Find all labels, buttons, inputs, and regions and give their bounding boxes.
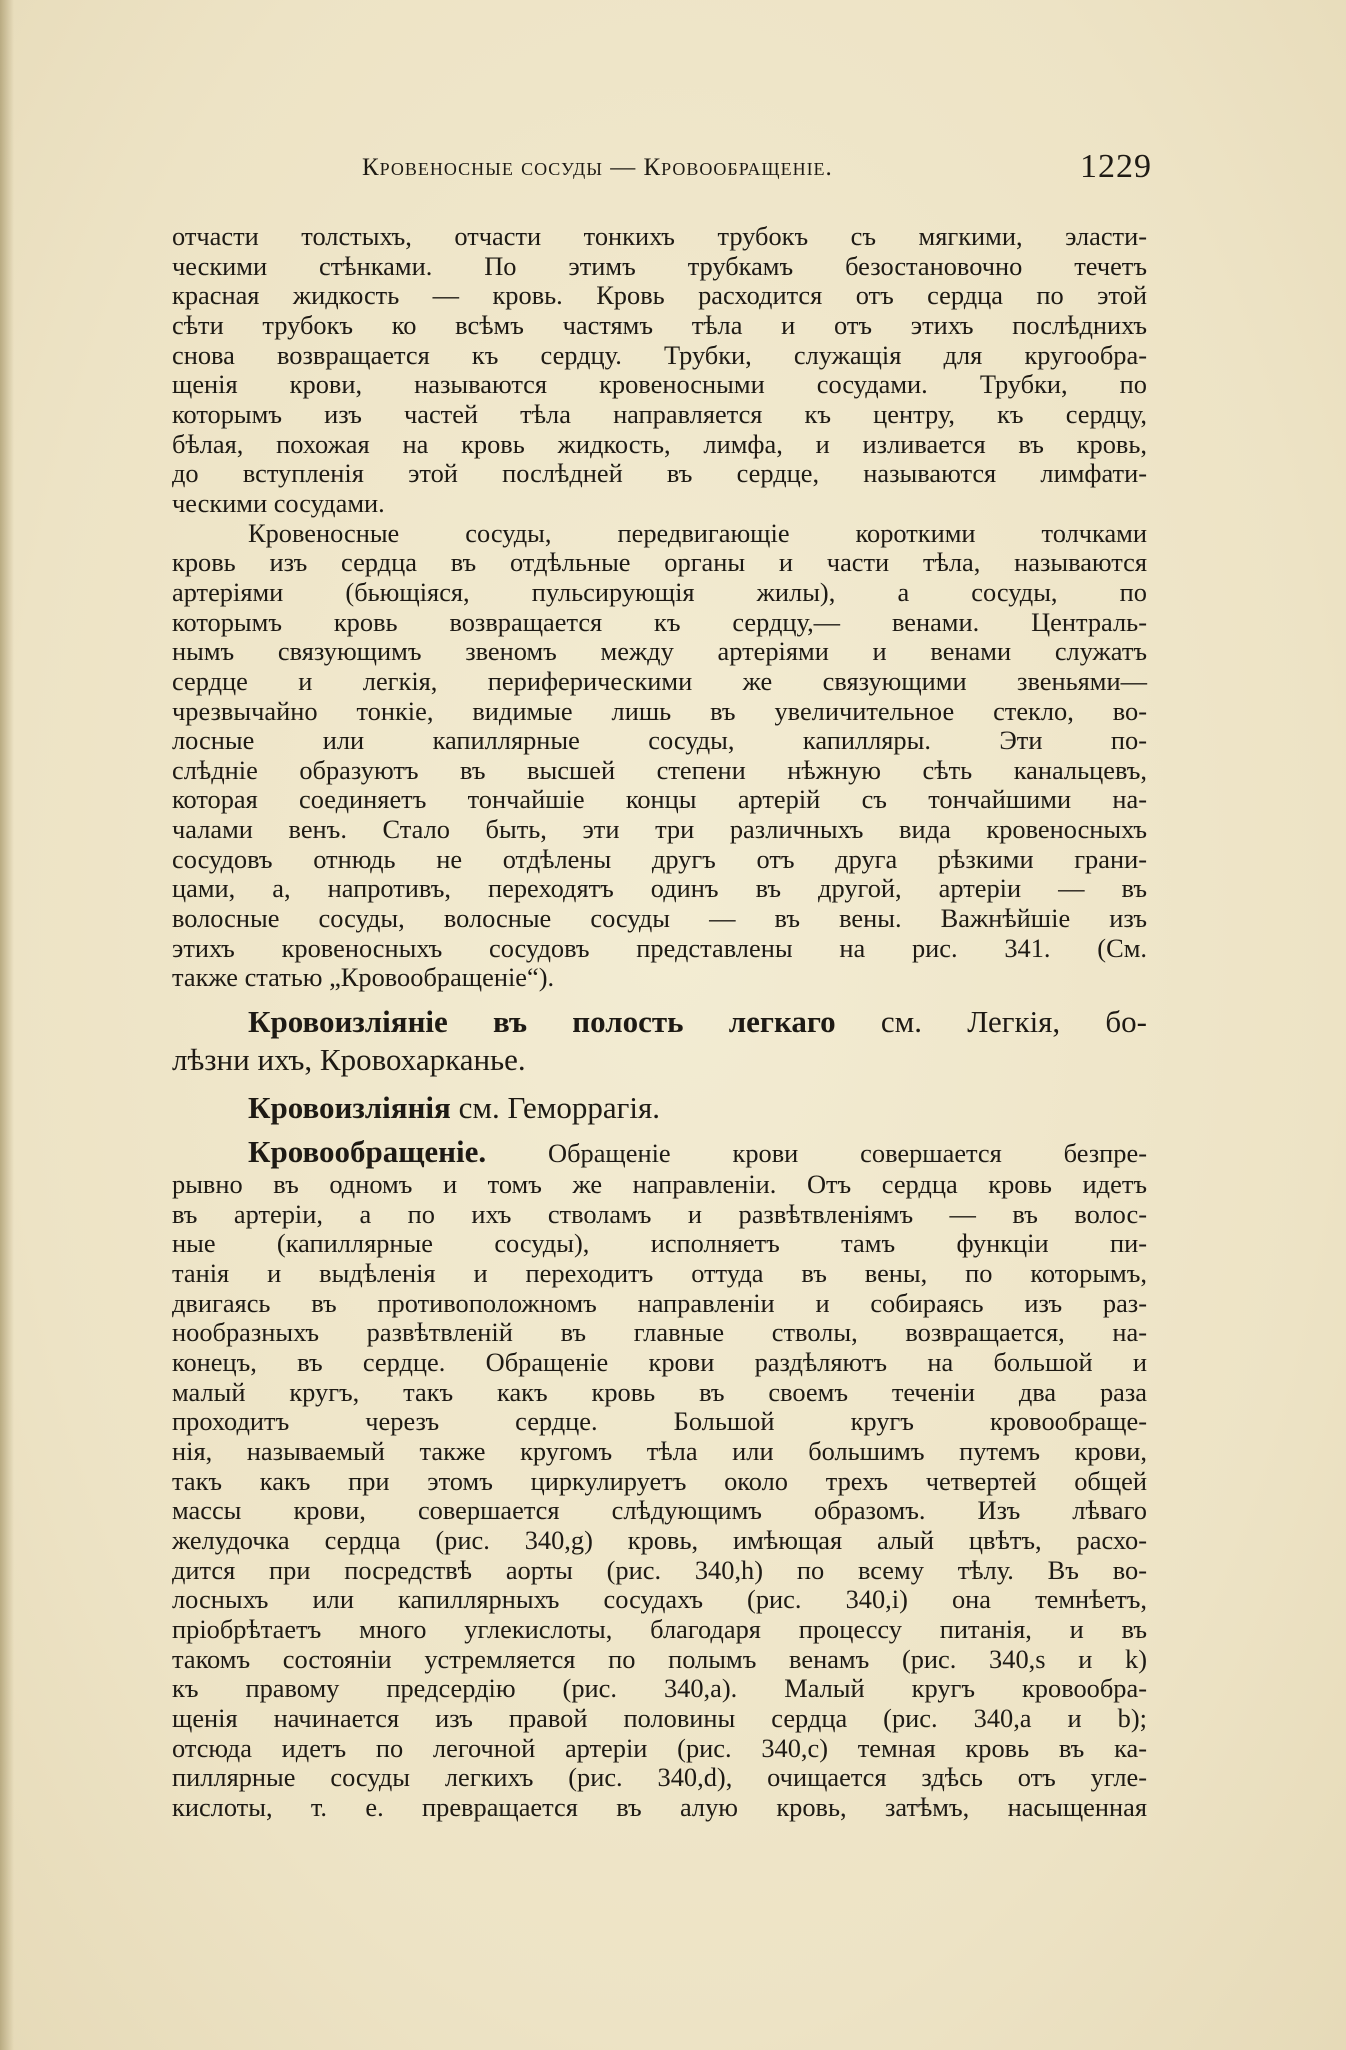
text-line: артеріями (бьющіяся, пульсирующія жилы), а сосуды, по <box>172 576 1147 607</box>
text-line: которымъ изъ частей тѣла направляется къ центру, къ сердцу, <box>172 398 1147 429</box>
entry-body <box>172 1170 1147 1822</box>
text-line: Кровеносные сосуды, передвигающіе короткими толчками <box>248 517 1147 548</box>
text-line: въ артеріи, а по ихъ стволамъ и развѣтвленіямъ — въ волос- <box>172 1198 1147 1229</box>
text-line: рывно въ одномъ и томъ же направленіи. Отъ сердца кровь идетъ <box>172 1169 1147 1200</box>
text-line: танія и выдѣленія и переходитъ оттуда въ вены, по которымъ, <box>172 1258 1147 1289</box>
paragraph-1 <box>172 222 1147 519</box>
text-line: которымъ кровь возвращается къ сердцу,— венами. Централь- <box>172 606 1147 637</box>
text-line: малый кругъ, такъ какъ кровь въ своемъ теченіи два раза <box>172 1376 1147 1407</box>
running-title: Кровеносные сосуды — Кровообращеніе. <box>362 154 833 181</box>
text-line: нообразныхъ развѣтвленій въ главные стволы, возвращается, на- <box>172 1317 1147 1348</box>
entry-krovoizliyaniya <box>172 1089 1147 1127</box>
text-line: дится при посредствѣ аорты (рис. 340,h) по всему тѣлу. Въ во- <box>172 1554 1147 1585</box>
text-line: желудочка сердца (рис. 340,g) кровь, имѣющая алый цвѣтъ, расхо- <box>172 1524 1147 1555</box>
text-line: сердце и легкія, периферическими же связующими звеньями— <box>172 665 1147 696</box>
text-line: сѣти трубокъ ко всѣмъ частямъ тѣла и отъ этихъ послѣднихъ <box>172 309 1147 340</box>
text-line: пріобрѣтаетъ много углекислоты, благодаря процессу питанія, и въ <box>172 1613 1147 1644</box>
entry-reference-line: лѣзни ихъ, Кровохарканье. <box>172 1042 526 1078</box>
text-line: щенія крови, называются кровеносными сосудами. Трубки, по <box>172 369 1147 400</box>
text-line: чрезвычайно тонкіе, видимые лишь въ увеличительное стекло, во- <box>172 695 1147 726</box>
text-line: ческими сосудами. <box>172 487 385 518</box>
text-line: цами, а, напротивъ, переходятъ одинъ въ другой, артеріи — въ <box>172 873 1147 904</box>
text-line: чалами венъ. Стало быть, эти три различныхъ вида кровеносныхъ <box>172 814 1147 845</box>
text-line: волосные сосуды, волосные сосуды — въ вены. Важнѣйшіе изъ <box>172 903 1147 934</box>
entry-krovoizliyanie-legkoe <box>172 1003 1147 1079</box>
text-line: ные (капиллярные сосуды), исполняетъ тамъ функціи пи- <box>172 1228 1147 1259</box>
text-line: лосныхъ или капиллярныхъ сосудахъ (рис. 340,i) она темнѣетъ, <box>172 1584 1147 1615</box>
text-line: кровь изъ сердца въ отдѣльные органы и части тѣла, называются <box>172 547 1147 578</box>
text-line: такъ какъ при этомъ циркулируетъ около трехъ четвертей общей <box>172 1465 1147 1496</box>
text-line: къ правому предсердію (рис. 340,a). Малый кругъ кровообра- <box>172 1673 1147 1704</box>
entry-reference: см. Геморрагія. <box>450 1090 660 1126</box>
text-line: сосудовъ отнюдь не отдѣлены другъ отъ друга рѣзкими грани- <box>172 843 1147 874</box>
paragraph-2 <box>172 519 1147 994</box>
text-line: которая соединяетъ тончайшіе концы артерій съ тончайшими на- <box>172 784 1147 815</box>
running-header <box>362 148 1152 188</box>
text-line: проходитъ черезъ сердце. Большой кругъ кровообраще- <box>172 1406 1147 1437</box>
text-line: отчасти толстыхъ, отчасти тонкихъ трубокъ съ мягкими, эласти- <box>172 221 1147 251</box>
text-line: пиллярные сосуды легкихъ (рис. 340,d), очищается здѣсь отъ угле- <box>172 1762 1147 1793</box>
text-line: конецъ, въ сердце. Обращеніе крови раздѣляютъ на большой и <box>172 1347 1147 1377</box>
text-line: до вступленія этой послѣдней въ сердце, называются лимфати- <box>172 458 1147 489</box>
text-line: этихъ кровеносныхъ сосудовъ представлены на рис. 341. (См. <box>172 932 1147 963</box>
entry-text-start: Обращеніе крови совершается безпре- <box>486 1138 1147 1169</box>
text-line: такомъ состояніи устремляется по полымъ венамъ (рис. 340,s и k) <box>172 1643 1147 1674</box>
entry-heading: Кровоизліянія <box>248 1090 451 1126</box>
entry-heading: Кровообращеніе. <box>248 1134 487 1170</box>
text-line: отсюда идетъ по легочной артеріи (рис. 340,c) темная кровь въ ка- <box>172 1732 1147 1763</box>
text-line: щенія начинается изъ правой половины сердца (рис. 340,a и b); <box>172 1702 1147 1733</box>
entry-reference: см. Легкія, бо- <box>835 1004 1147 1040</box>
text-line: кислоты, т. е. превращается въ алую кровь, затѣмъ, насыщенная <box>172 1791 1147 1822</box>
text-line: слѣдніе образуютъ въ высшей степени нѣжную сѣть канальцевъ, <box>172 754 1147 785</box>
text-line: также статью „Кровообращеніе“). <box>172 962 555 993</box>
text-line: бѣлая, похожая на кровь жидкость, лимфа, и изливается въ кровь, <box>172 428 1147 459</box>
text-line: лосные или капиллярные сосуды, капилляры. Эти по- <box>172 725 1147 756</box>
text-line: массы крови, совершается слѣдующимъ образомъ. Изъ лѣваго <box>172 1495 1147 1526</box>
text-line: двигаясь въ противоположномъ направленіи и собираясь изъ раз- <box>172 1287 1147 1318</box>
entry-krovoobrashchenie <box>172 1135 1147 1822</box>
entry-heading: Кровоизліяніе въ полость легкаго <box>248 1004 836 1040</box>
text-line: нія, называемый также кругомъ тѣла или большимъ путемъ крови, <box>172 1435 1147 1466</box>
text-line: красная жидкость — кровь. Кровь расходится отъ сердца по этой <box>172 280 1147 311</box>
entry-line <box>172 1135 1147 1170</box>
entry-line <box>172 1003 1147 1041</box>
entry-line <box>172 1089 1147 1127</box>
page-edge-shadow <box>0 0 14 2050</box>
text-line: нымъ связующимъ звеномъ между артеріями и венами служатъ <box>172 636 1147 667</box>
page-number: 1229 <box>1080 148 1152 185</box>
text-line: снова возвращается къ сердцу. Трубки, служащія для кругообра- <box>172 339 1147 370</box>
body-text <box>172 222 1147 1823</box>
text-line: ческими стѣнками. По этимъ трубкамъ безостановочно течетъ <box>172 250 1147 281</box>
